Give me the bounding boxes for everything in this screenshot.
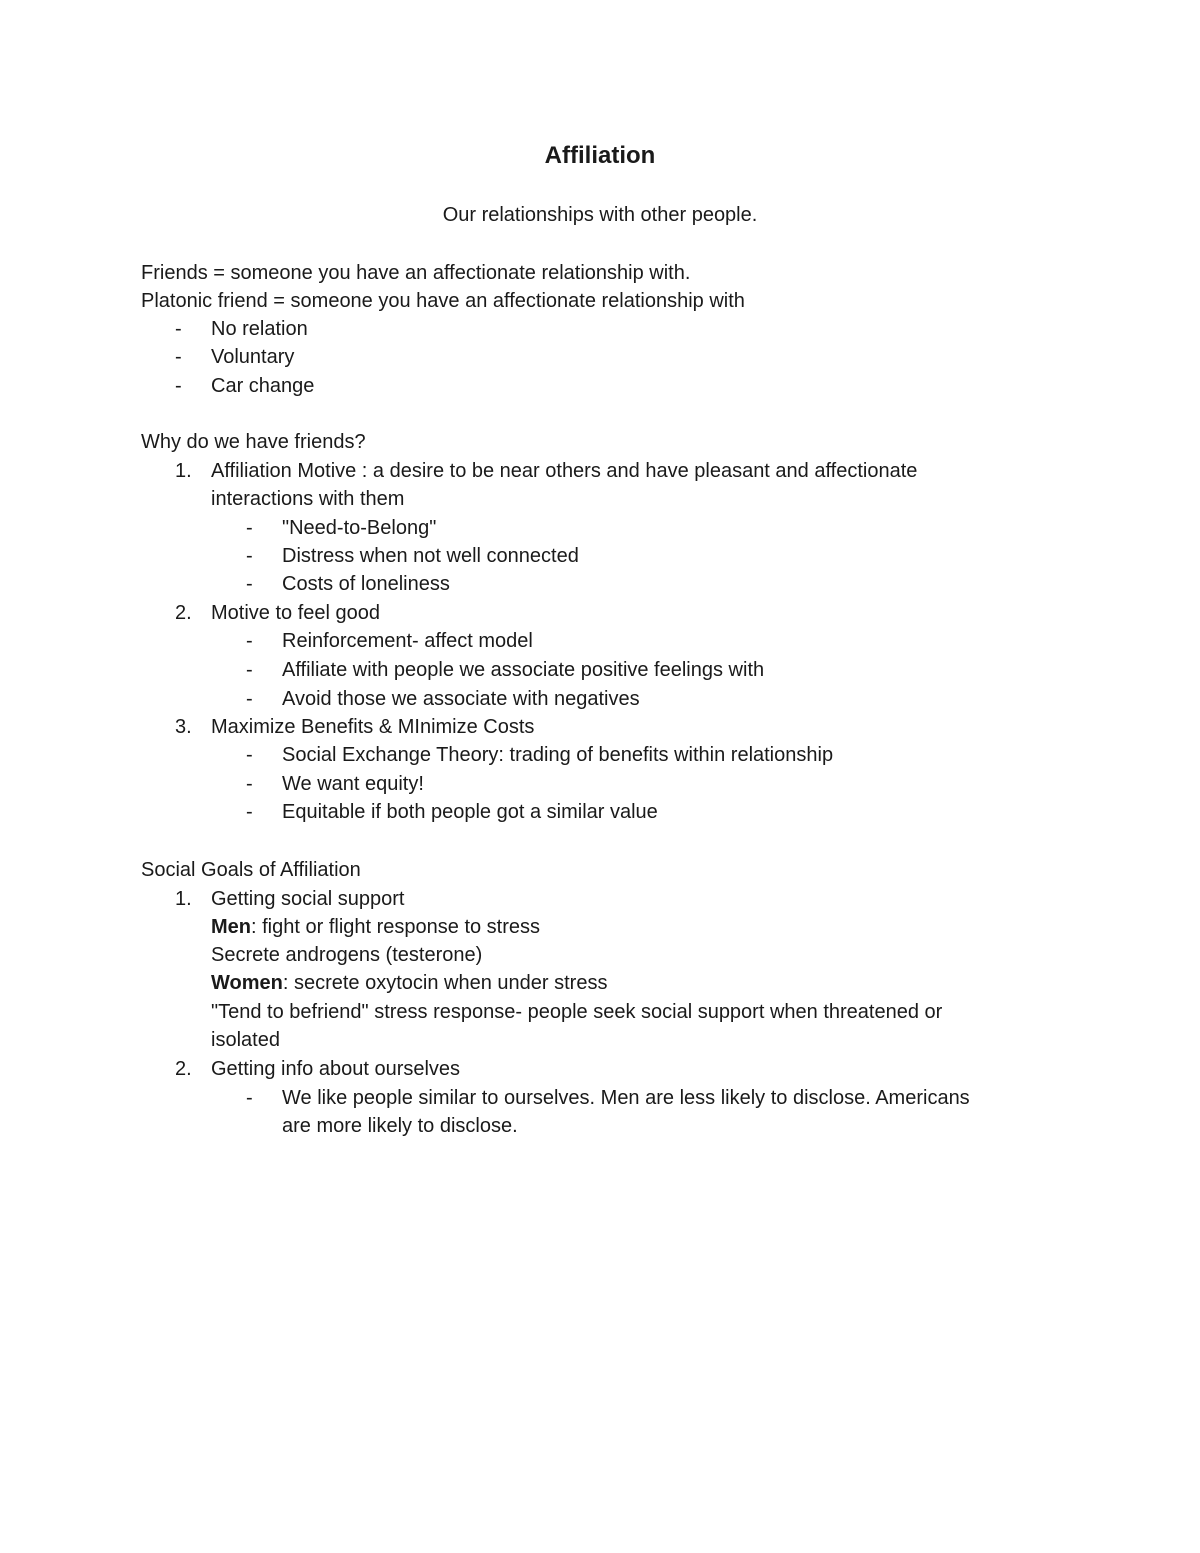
goal-subitem: We like people similar to ourselves. Men are less likely to disclose. Americans bbox=[282, 1087, 970, 1109]
reason-subitem: Affiliate with people we associate positive feelings with bbox=[282, 659, 765, 681]
bullet-dash: - bbox=[175, 318, 182, 340]
women-text: : secrete oxytocin when under stress bbox=[282, 972, 608, 994]
list-number: 1. bbox=[175, 460, 192, 482]
bullet-dash: - bbox=[246, 773, 253, 795]
goal-title: Getting info about ourselves bbox=[211, 1058, 461, 1080]
bullet-dash: - bbox=[246, 688, 253, 710]
men-label: Men bbox=[211, 916, 251, 938]
reason-title-continued: interactions with them bbox=[211, 488, 405, 510]
women-label: Women bbox=[211, 972, 283, 994]
section-heading-why: Why do we have friends? bbox=[141, 431, 366, 453]
bullet-dash: - bbox=[246, 517, 253, 539]
section-heading-goals: Social Goals of Affiliation bbox=[141, 859, 361, 881]
bullet-dash: - bbox=[246, 744, 253, 766]
bullet-dash: - bbox=[246, 545, 253, 567]
goal-tend-line: "Tend to befriend" stress response- people seek social support when threatened or bbox=[211, 1001, 943, 1023]
goal-men-line bbox=[211, 913, 540, 941]
bullet-dash: - bbox=[246, 1087, 253, 1109]
bullet-dash: - bbox=[246, 630, 253, 652]
reason-subitem: We want equity! bbox=[282, 773, 424, 795]
reason-title: Affiliation Motive : a desire to be near others and have pleasant and affectionate bbox=[211, 460, 918, 482]
list-number: 2. bbox=[175, 602, 192, 624]
reason-subitem: Distress when not well connected bbox=[282, 545, 579, 567]
platonic-item: No relation bbox=[211, 318, 308, 340]
bullet-dash: - bbox=[246, 659, 253, 681]
document-subtitle: Our relationships with other people. bbox=[442, 204, 758, 226]
goal-tend-line-continued: isolated bbox=[211, 1029, 280, 1051]
goal-title: Getting social support bbox=[211, 888, 405, 910]
men-text: : fight or flight response to stress bbox=[251, 916, 541, 938]
reason-subitem: Equitable if both people got a similar value bbox=[282, 801, 658, 823]
reason-subitem: Costs of loneliness bbox=[282, 573, 450, 595]
platonic-friend-definition: Platonic friend = someone you have an affectionate relationship with bbox=[141, 290, 745, 312]
list-number: 1. bbox=[175, 888, 192, 910]
goal-women-line bbox=[211, 969, 607, 997]
list-number: 3. bbox=[175, 716, 192, 738]
platonic-item: Voluntary bbox=[211, 346, 295, 368]
bullet-dash: - bbox=[246, 801, 253, 823]
reason-title: Maximize Benefits & MInimize Costs bbox=[211, 716, 535, 738]
goal-subitem-continued: are more likely to disclose. bbox=[282, 1115, 518, 1137]
reason-subitem: "Need-to-Belong" bbox=[282, 517, 437, 539]
list-number: 2. bbox=[175, 1058, 192, 1080]
reason-subitem: Social Exchange Theory: trading of benefits within relationship bbox=[282, 744, 834, 766]
bullet-dash: - bbox=[175, 375, 182, 397]
platonic-item: Car change bbox=[211, 375, 315, 397]
reason-subitem: Reinforcement- affect model bbox=[282, 630, 533, 652]
goal-androgens-line: Secrete androgens (testerone) bbox=[211, 944, 483, 966]
bullet-dash: - bbox=[246, 573, 253, 595]
reason-subitem: Avoid those we associate with negatives bbox=[282, 688, 640, 710]
document-title: Affiliation bbox=[544, 142, 656, 169]
friends-definition: Friends = someone you have an affectionate relationship with. bbox=[141, 262, 691, 284]
reason-title: Motive to feel good bbox=[211, 602, 380, 624]
bullet-dash: - bbox=[175, 346, 182, 368]
